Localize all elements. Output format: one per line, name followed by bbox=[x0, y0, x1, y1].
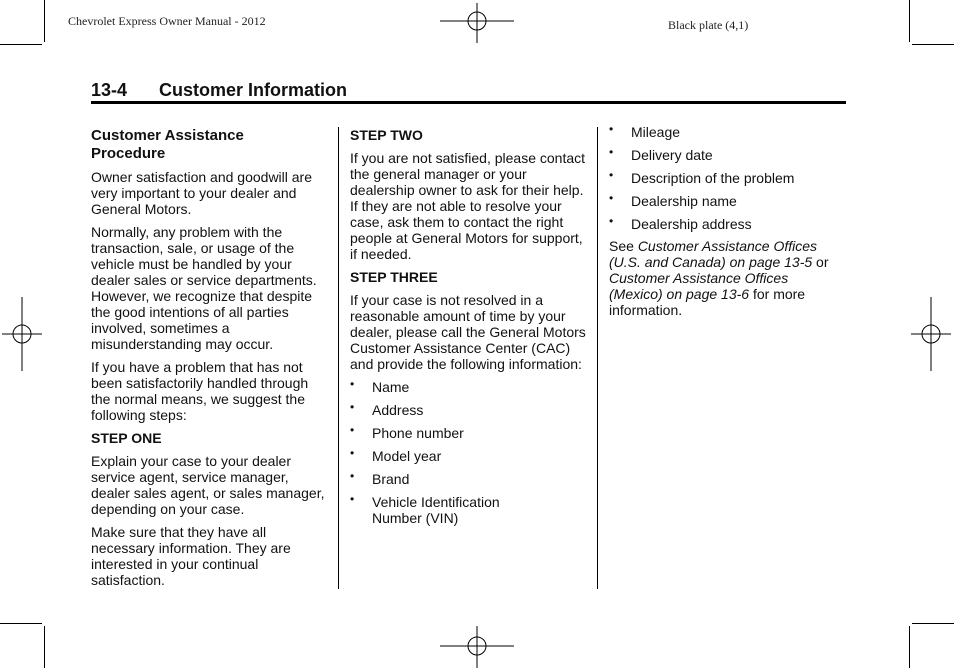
crop-mark bbox=[44, 626, 45, 668]
chapter-heading bbox=[91, 80, 347, 101]
crop-mark bbox=[909, 626, 910, 668]
column-divider bbox=[597, 127, 598, 589]
list-item: • Vehicle Identification Number (VIN) bbox=[350, 494, 512, 526]
list-item: • Model year bbox=[350, 448, 590, 464]
manual-title: Chevrolet Express Owner Manual - 2012 bbox=[68, 14, 266, 28]
page-number: 13-4 bbox=[91, 80, 128, 100]
crop-mark bbox=[0, 44, 42, 45]
paragraph: If you have a problem that has not been satisfactorily handled through the normal means, we suggest the following steps: bbox=[91, 359, 309, 423]
list-item: • Phone number bbox=[350, 425, 590, 441]
info-list bbox=[609, 124, 831, 232]
crop-mark bbox=[912, 623, 954, 624]
step-heading: STEP TWO bbox=[350, 127, 423, 143]
list-item: • Address bbox=[350, 402, 590, 418]
list-item: • Mileage bbox=[609, 124, 831, 140]
list-item: • Dealership name bbox=[609, 193, 831, 209]
reference-paragraph: See Customer Assistance Offices (U.S. and Canada) on page 13-5 or Customer Assistance Offices (Mexico) on page 13-6 for more information. bbox=[609, 238, 829, 318]
heading-rule bbox=[91, 101, 846, 104]
registration-mark-icon bbox=[440, 3, 514, 43]
column-1 bbox=[91, 127, 329, 595]
list-item: • Delivery date bbox=[609, 147, 831, 163]
chapter-title: Customer Information bbox=[159, 80, 348, 100]
list-item: • Brand bbox=[350, 471, 590, 487]
paragraph: If your case is not resolved in a reasonable amount of time by your dealer, please call the General Motors Customer Assistance Center (CAC) and provide the following information: bbox=[350, 292, 586, 372]
step-heading: STEP ONE bbox=[91, 430, 162, 446]
column-3 bbox=[609, 124, 831, 325]
paragraph: Explain your case to your dealer service agent, service manager, dealer sales agent, or sales manager, depending on your case. bbox=[91, 453, 325, 517]
paragraph: Normally, any problem with the transaction, sale, or usage of the vehicle must be handled by your dealer sales or service departments. However, we recognize that despite the good intentions of all parties involved, sometimes a misunderstanding may occur. bbox=[91, 224, 317, 352]
info-list bbox=[350, 379, 590, 526]
cross-reference-link[interactable]: Customer Assistance Offices (Mexico) on page 13-6 bbox=[609, 270, 789, 302]
section-heading: Customer Assistance Procedure bbox=[91, 127, 244, 162]
paragraph: If you are not satisfied, please contact the general manager or your dealership owner to ask for their help. If they are not able to resolve your case, ask them to contact the right people at General Motors for support, if needed. bbox=[350, 150, 586, 262]
column-2 bbox=[350, 127, 590, 533]
list-item: • Description of the problem bbox=[609, 170, 831, 186]
crop-mark bbox=[912, 44, 954, 45]
crop-mark bbox=[909, 0, 910, 42]
list-item: • Dealership address bbox=[609, 216, 831, 232]
column-divider bbox=[338, 127, 339, 589]
registration-mark-icon bbox=[2, 297, 42, 371]
step-heading: STEP THREE bbox=[350, 269, 438, 285]
paragraph: Owner satisfaction and goodwill are very important to your dealer and General Motors. bbox=[91, 169, 313, 217]
list-item: • Name bbox=[350, 379, 590, 395]
crop-mark bbox=[44, 0, 45, 42]
plate-label: Black plate (4,1) bbox=[668, 18, 749, 32]
registration-mark-icon bbox=[440, 626, 514, 668]
crop-mark bbox=[0, 623, 42, 624]
cross-reference-link[interactable]: Customer Assistance Offices (U.S. and Canada) on page 13-5 bbox=[609, 238, 818, 270]
registration-mark-icon bbox=[911, 297, 951, 371]
paragraph: Make sure that they have all necessary information. They are interested in your continual satisfaction. bbox=[91, 524, 291, 588]
